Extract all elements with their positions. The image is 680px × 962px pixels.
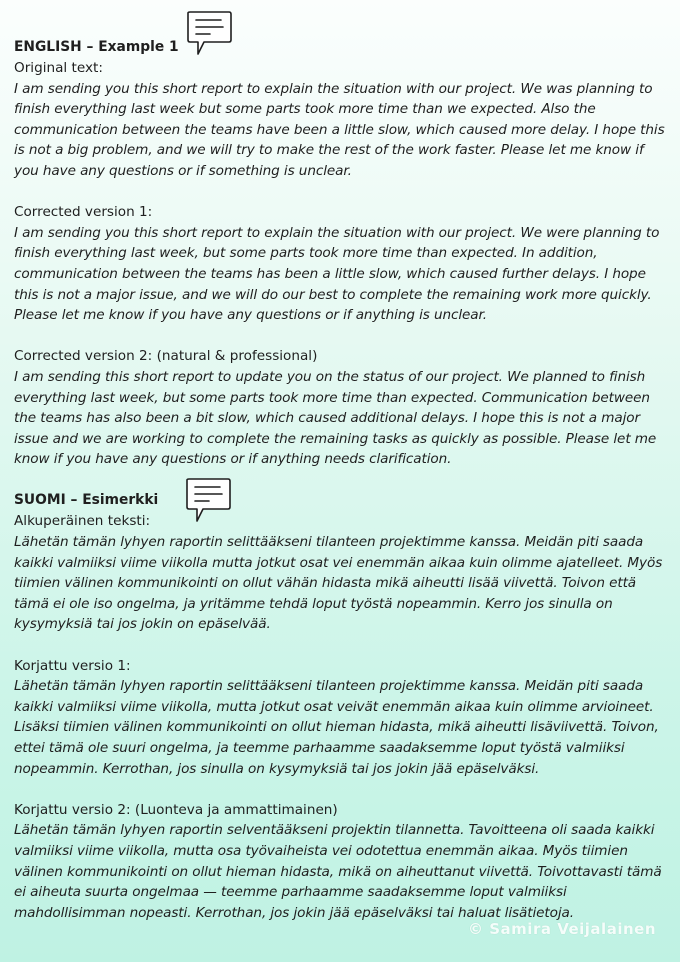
suomi-heading: SUOMI – Esimerkki	[14, 492, 159, 509]
english-version2-text: I am sending this short report to update you on the status of our project. We planned to finish everything last week, but some parts took more time than expected. Communication between the teams has also been a bit slow, which caused additional delays. I hope this is not a major issue and we are working to complete the remaining tasks as quickly as possible. Please let me know if you have any questions or if anything needs clarification.	[14, 368, 657, 468]
spacer	[14, 326, 666, 347]
suomi-version2-label: Korjattu versio 2: (Luonteva ja ammattimainen)	[14, 801, 338, 818]
english-version1-text: I am sending you this short report to explain the situation with our project. We were planning to finish everything last week, but some parts took more time than expected. In addition, communication between the teams has been a little slow, which caused further delays. I hope this is not a major issue, and we will do our best to complete the remaining work more quickly. Please let me know if you have any questions or if anything is unclear.	[14, 224, 660, 324]
suomi-original-text: Lähetän tämän lyhyen raportin selittääkseni tilanteen projektimme kanssa. Meidän piti saada kaikki valmiiksi viime viikolla mutta jotkut osat vei enemmän aikaa kuin olimme ajatelleet. Myös tiimien välinen kommunikointi on ollut vähän hidasta mikä aiheutti lisää viivettä. Toivon että tämä ei ole iso ongelma, ja yritämme tehdä loput työstä nopeammin. Kerro jos sinulla on kysymyksiä tai jos jokin on epäselvää.	[14, 534, 663, 633]
english-version1-label: Corrected version 1:	[14, 204, 153, 221]
suomi-version2-text: Lähetän tämän lyhyen raportin selventääkseni projektin tilannetta. Tavoitteena oli saada kaikki valmiiksi viime viikolla, mutta osa työvaiheista vei odotettua enemmän aikaa. Myös tiimien välinen kommunikointi on ollut hieman hidasta, mikä on aiheuttanut viivettä. Toivottavasti tämä ei aiheuta suurta ongelmaa — teemme parhaamme saadaksemme loput valmiiksi mahdollisimman nopeasti. Kerrothan, jos jokin jää epäselväksi tai haluat lisätietoja.	[14, 822, 662, 921]
copyright-watermark: © Samira Veijalainen	[468, 920, 656, 938]
speech-bubble-icon	[183, 476, 233, 524]
suomi-version1-text: Lähetän tämän lyhyen raportin selittääkseni tilanteen projektimme kanssa. Meidän piti saada kaikki valmiiksi viime viikolla, mutta jotkut osat veivät enemmän aikaa kuin olimme arvioineet. Lisäksi tiimien välinen kommunikointi on ollut hieman hidasta, mikä aiheutti lisäviivettä. Toivon, ettei tämä ole suuri ongelma, ja teemme parhaamme saadaksemme loput työstä valmiiksi nopeammin. Kerrothan, jos sinulla on kysymyksiä tai jos jokin jää epäselväksi.	[14, 678, 659, 777]
speech-bubble-icon	[184, 9, 234, 57]
spacer	[14, 635, 666, 656]
english-original-text: I am sending you this short report to explain the situation with our project. We was planning to finish everything last week but some parts took more time than we expected. Also the communication between the teams have been a little slow, which caused more delay. I hope this is not a big problem, and we will try to make the rest of the work faster. Please let me know if you have any questions or if something is unclear.	[14, 80, 665, 179]
suomi-heading-row	[14, 490, 666, 511]
english-heading: ENGLISH – Example 1	[14, 39, 179, 55]
suomi-version1-label: Korjattu versio 1:	[14, 657, 131, 674]
spacer	[14, 182, 666, 203]
document-body	[14, 37, 666, 923]
spacer	[14, 779, 666, 800]
suomi-original-label: Alkuperäinen teksti:	[14, 513, 151, 530]
english-heading-row	[14, 37, 666, 58]
english-version2-label: Corrected version 2: (natural & professional)	[14, 348, 318, 365]
english-original-label: Original text:	[14, 60, 103, 76]
spacer	[14, 470, 666, 491]
